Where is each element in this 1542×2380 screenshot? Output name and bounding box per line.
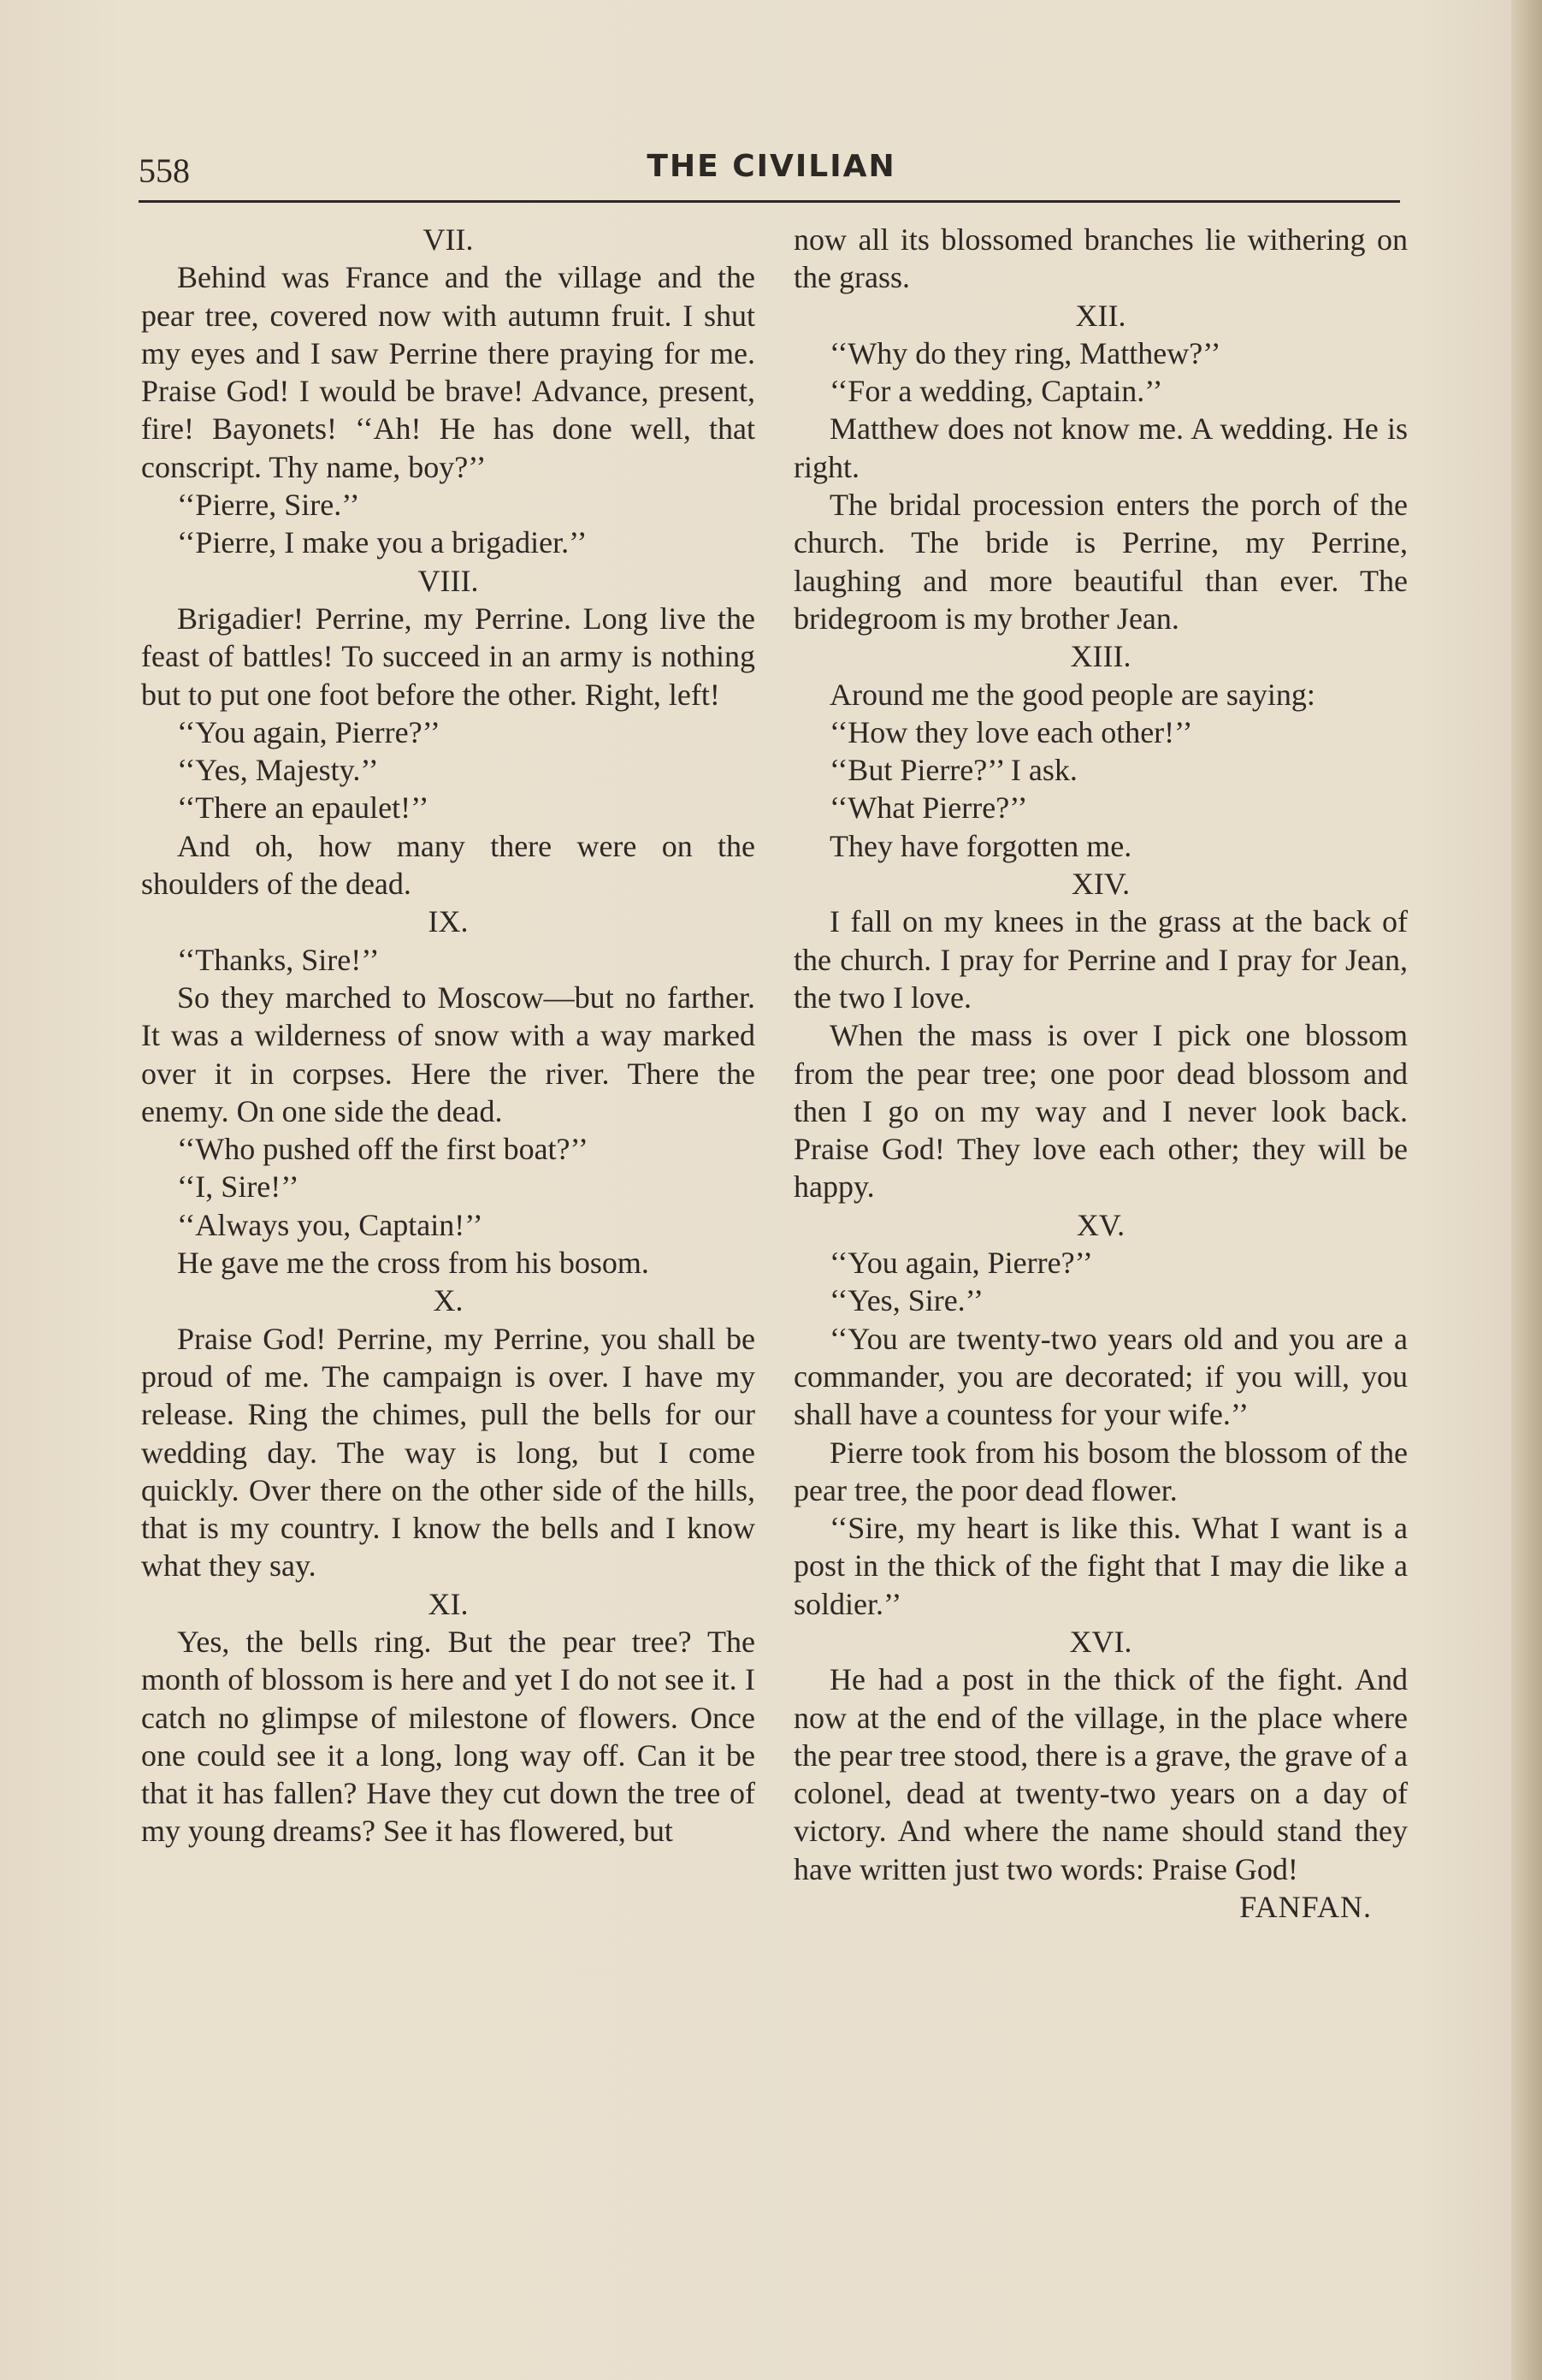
paragraph: ‘‘Yes, Majesty.’’ (177, 753, 379, 788)
paragraph: Around me the good people are saying: (830, 677, 1315, 712)
paragraph: ‘‘Yes, Sire.’’ (830, 1283, 984, 1318)
paragraph: ‘‘Sire, my heart is like this. What I want is a post in the thick of the fight that I may die like a soldier.’’ (794, 1511, 1408, 1621)
page-edge (1511, 0, 1542, 2380)
paragraph: They have forgotten me. (830, 828, 1132, 863)
paragraph: Pierre took from his bosom the blossom of the pear tree, the poor dead flower. (794, 1435, 1408, 1507)
paragraph: ‘‘Pierre, I make you a brigadier.’’ (177, 525, 588, 560)
paragraph: He had a post in the thick of the fight. And now at the end of the village, in the place where the pear tree stood, there is a grave, the grave of a colonel, dead at twenty-two years on a day of victory. And where the name should stand they have written just two words: Praise God! (794, 1662, 1408, 1886)
paragraph: I fall on my knees in the grass at the back of the church. I pray for Perrine and I pray for Jean, the two I love. (794, 904, 1408, 1015)
paragraph: So they marched to Moscow—but no farther. It was a wilderness of snow with a way marked over it in corpses. Here the river. There the enemy. On one side the dead. (141, 980, 755, 1128)
running-title: THE CIVILIAN (647, 149, 896, 184)
paragraph: ‘‘There an epaulet!’’ (177, 790, 429, 826)
paragraph: ‘‘You again, Pierre?’’ (177, 714, 440, 749)
paragraph: ‘‘How they love each other!’’ (830, 714, 1193, 749)
section-heading: XIII. (1070, 639, 1131, 674)
header-rule (139, 200, 1400, 203)
section-heading: VIII. (417, 563, 479, 598)
paragraph: He gave me the cross from his bosom. (177, 1246, 649, 1281)
left-column (141, 221, 755, 1850)
paragraph: now all its blossomed branches lie withering on the grass. (794, 222, 1408, 295)
paragraph: The bridal procession enters the porch of the church. The bride is Perrine, my Perrine, laughing and more beautiful than ever. The bridegroom is my brother Jean. (794, 488, 1408, 636)
paragraph: ‘‘I, Sire!’’ (177, 1169, 299, 1205)
section-heading: XI. (428, 1586, 469, 1621)
page-header (139, 147, 1404, 198)
paragraph: ‘‘Who pushed off the first boat?’’ (177, 1132, 588, 1167)
section-heading: XIV. (1071, 867, 1131, 902)
paragraph: ‘‘What Pierre?’’ (830, 790, 1028, 826)
paragraph: ‘‘But Pierre?’’ I ask. (830, 753, 1078, 788)
section-heading: XVI. (1069, 1624, 1132, 1659)
paragraph: Yes, the bells ring. But the pear tree? The month of blossom is here and yet I do not see it. I catch no glimpse of milestone of flowers. Once one could see it a long, long way off. Can it be that it has fallen? Have they cut down the tree of my young dreams? See it has flowered, but (141, 1624, 755, 1849)
page-number: 558 (139, 151, 190, 190)
paragraph: ‘‘For a wedding, Captain.’’ (830, 374, 1163, 409)
paragraph: ‘‘Pierre, Sire.’’ (177, 488, 360, 523)
paragraph: ‘‘Why do they ring, Matthew?’’ (830, 335, 1221, 370)
section-heading: X. (433, 1283, 464, 1318)
paragraph: ‘‘You again, Pierre?’’ (830, 1246, 1093, 1281)
paragraph: Behind was France and the village and the pear tree, covered now with autumn fruit. I shut my eyes and I saw Perrine there praying for me. Praise God! I would be brave! Advance, present, fire! Bayonets! ‘‘Ah! He has done well, that conscript. Thy name, boy?’’ (141, 260, 755, 484)
section-heading: IX. (428, 904, 469, 939)
right-column (794, 221, 1408, 1926)
paragraph: And oh, how many there were on the shoulders of the dead. (141, 828, 755, 902)
author-signature: FANFAN. (1239, 1890, 1372, 1925)
paragraph: ‘‘Always you, Captain!’’ (177, 1207, 483, 1242)
paragraph: Brigadier! Perrine, my Perrine. Long live the feast of battles! To succeed in an army is nothing but to put one foot before the other. Right, left! (141, 601, 755, 712)
paragraph: ‘‘You are twenty-two years old and you are a commander, you are decorated; if you will, you shall have a countess for your wife.’’ (794, 1321, 1408, 1432)
paragraph: Matthew does not know me. A wedding. He is right. (794, 411, 1408, 484)
paragraph: When the mass is over I pick one blossom from the pear tree; one poor dead blossom and then I go on my way and I never look back. Praise God! They love each other; they will be happy. (794, 1018, 1408, 1205)
section-heading: VII. (422, 222, 474, 257)
section-heading: XV. (1076, 1207, 1125, 1242)
paragraph: Praise God! Perrine, my Perrine, you shall be proud of me. The campaign is over. I have my release. Ring the chimes, pull the bells for our wedding day. The way is long, but I come quickly. Over there on the other side of the hills, that is my country. I know the bells and I know what they say. (141, 1321, 755, 1584)
section-heading: XII. (1075, 298, 1126, 333)
paragraph: ‘‘Thanks, Sire!’’ (177, 942, 380, 977)
